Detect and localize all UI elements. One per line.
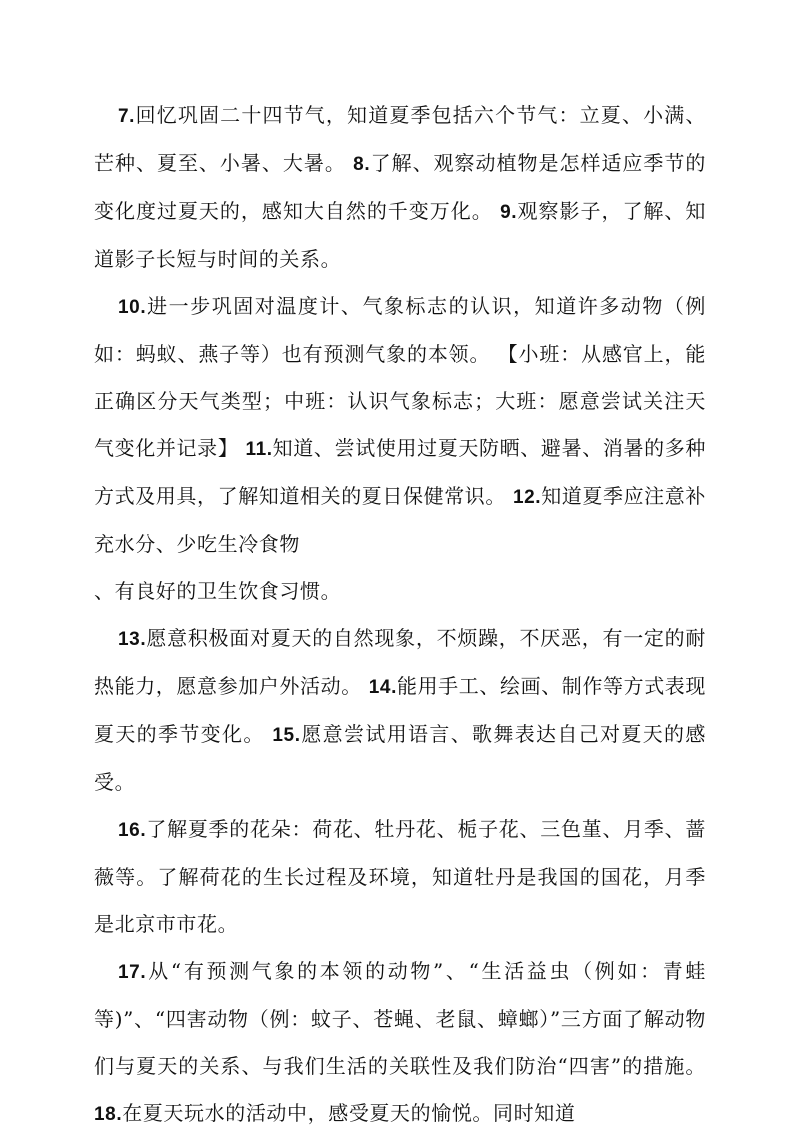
item-text: 了解、观察动植物是怎样适应季节的变化度过夏天的，感知大自然的千变万化。	[94, 151, 706, 223]
item-text: 从“有预测气象的本领的动物”、“生活益虫（例如：青蛙等)”、“四害动物（例：蚊子、苍蝇、老鼠、蟑螂）”三方面了解动物们与夏天的关系、与我们生活的关联性及我们防治“四害”的措施。	[94, 959, 706, 1078]
paragraph	[94, 283, 706, 568]
item-text: 愿意尝试用语言、歌舞表达自己对夏天的感受。	[94, 722, 706, 794]
paragraph	[94, 948, 706, 1138]
paragraph	[94, 568, 706, 615]
item-text: 观察影子，了解、知道影子长短与时间的关系。	[94, 199, 706, 271]
item-number: 14.	[368, 677, 397, 698]
paragraph	[94, 92, 706, 283]
item-number: 13.	[118, 629, 147, 650]
body-text	[94, 92, 706, 1138]
item-text: 知道夏季应注意补充水分、少吃生冷食物	[94, 484, 706, 556]
item-text: 知道、尝试使用过夏天防晒、避暑、消暑的多种方式及用具，了解知道相关的夏日保健常识。	[94, 436, 706, 508]
paragraph	[94, 615, 706, 806]
item-number: 9.	[500, 202, 518, 223]
paragraph	[94, 806, 706, 948]
item-number: 12.	[512, 487, 542, 508]
item-number: 10.	[118, 297, 147, 318]
item-number: 18.	[94, 1104, 123, 1125]
item-text: 回忆巩固二十四节气，知道夏季包括六个节气：立夏、小满、芒种、夏至、小暑、大暑。	[94, 103, 706, 175]
item-number: 16.	[118, 820, 147, 841]
item-number: 17.	[118, 962, 147, 983]
item-text: 进一步巩固对温度计、气象标志的认识，知道许多动物（例如：蚂蚁、燕子等）也有预测气象的本领。 【小班：从感官上，能正确区分天气类型；中班：认识气象标志；大班：愿意尝试关注天气变化并记录】	[94, 294, 706, 460]
item-number: 11.	[245, 439, 273, 460]
item-number: 8.	[353, 154, 371, 175]
item-text: 、有良好的卫生饮食习惯。	[94, 579, 342, 603]
item-text: 能用手工、绘画、制作等方式表现夏天的季节变化。	[94, 674, 706, 746]
item-text: 在夏天玩水的活动中，感受夏天的愉悦。同时知道	[122, 1101, 576, 1125]
item-text: 愿意积极面对夏天的自然现象，不烦躁，不厌恶，有一定的耐热能力，愿意参加户外活动。	[94, 626, 706, 698]
item-number: 15.	[272, 725, 301, 746]
item-text: 了解夏季的花朵：荷花、牡丹花、栀子花、三色堇、月季、蔷薇等。了解荷花的生长过程及环境，知道牡丹是我国的国花，月季是北京市市花。	[94, 817, 706, 936]
item-number: 7.	[118, 106, 136, 127]
